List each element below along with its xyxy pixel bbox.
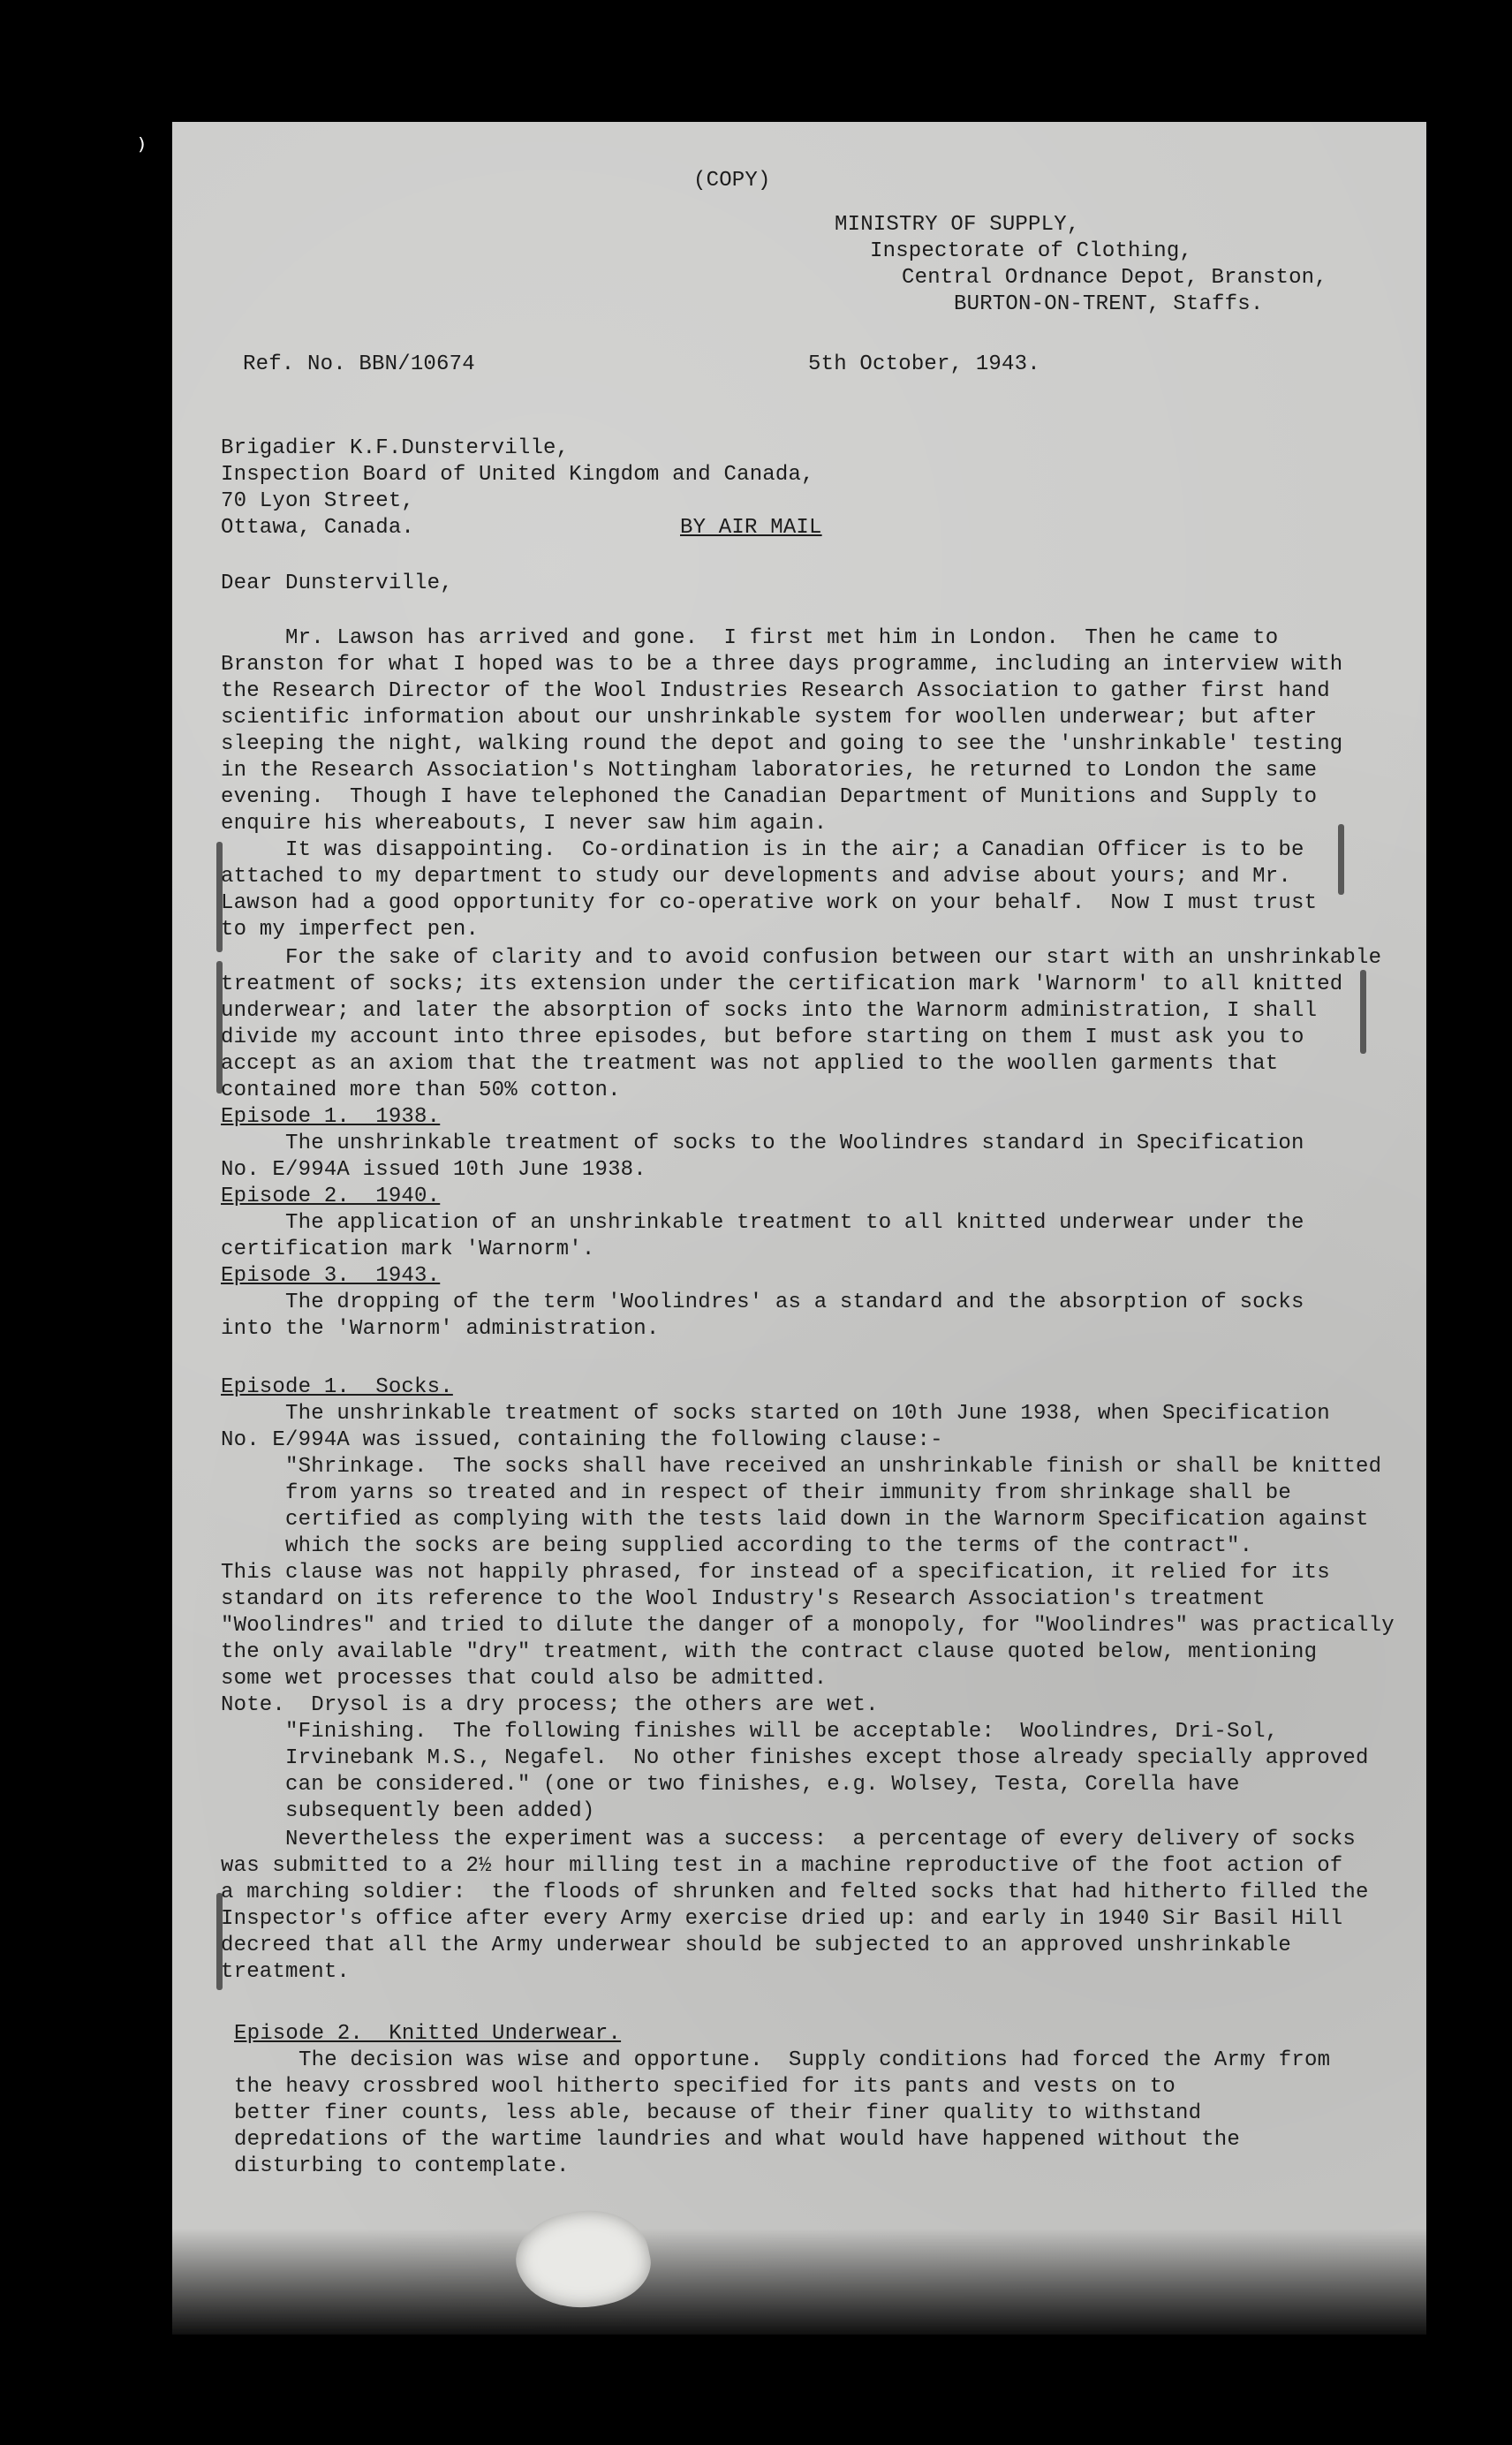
body-line: disturbing to contemplate. [234, 2154, 570, 2178]
reference-number: Ref. No. BBN/10674 [243, 352, 475, 376]
recipient-line: Ottawa, Canada. [221, 516, 415, 540]
margin-bracket-mark [1360, 970, 1366, 1054]
address-line: MINISTRY OF SUPPLY, [835, 213, 1080, 237]
body-line: It was disappointing. Co-ordination is in the air; a Canadian Officer is to be [221, 838, 1304, 862]
body-line: The unshrinkable treatment of socks to the Woolindres standard in Specification [221, 1132, 1304, 1155]
body-line: "Woolindres" and tried to dilute the danger of a monopoly, for "Woolindres" was practically [221, 1614, 1395, 1638]
body-line: can be considered." (one or two finishes, e.g. Wolsey, Testa, Corella have [221, 1773, 1240, 1797]
body-line: was submitted to a 2½ hour milling test in a machine reproductive of the foot action of [221, 1854, 1343, 1878]
body-line: certification mark 'Warnorm'. [221, 1238, 595, 1261]
edge-punch-mark: ⁾ [132, 136, 151, 170]
body-line: Irvinebank M.S., Negafel. No other finishes except those already specially approved [221, 1746, 1369, 1770]
body-line: the heavy crossbred wool hitherto specified for its pants and vests on to [234, 2075, 1176, 2099]
body-line: This clause was not happily phrased, for instead of a specification, it relied for its [221, 1561, 1330, 1585]
document-page [132, 122, 1426, 2335]
body-line: "Shrinkage. The socks shall have received an unshrinkable finish or shall be knitted [221, 1455, 1382, 1479]
body-line: Nevertheless the experiment was a success: a percentage of every delivery of socks [221, 1828, 1357, 1851]
address-line: Inspectorate of Clothing, [870, 239, 1193, 263]
body-line: subsequently been added) [221, 1799, 595, 1823]
salutation: Dear Dunsterville, [221, 572, 453, 595]
letter-date: 5th October, 1943. [808, 352, 1040, 376]
body-line: No. E/994A was issued, containing the following clause:- [221, 1428, 943, 1452]
body-line: into the 'Warnorm' administration. [221, 1317, 660, 1341]
margin-bracket-mark [1338, 824, 1344, 895]
body-line: For the sake of clarity and to avoid confusion between our start with an unshrinkable [221, 946, 1382, 970]
body-line: attached to my department to study our developments and advise about yours; and Mr. [221, 865, 1291, 889]
body-line: Mr. Lawson has arrived and gone. I first met him in London. Then he came to [221, 626, 1279, 650]
body-line: Lawson had a good opportunity for co-operative work on your behalf. Now I must trust [221, 891, 1318, 915]
body-line: The decision was wise and opportune. Supply conditions had forced the Army from [234, 2048, 1331, 2072]
by-air-mail-label: BY AIR MAIL [680, 516, 822, 540]
recipient-line: 70 Lyon Street, [221, 489, 415, 513]
body-line: standard on its reference to the Wool Industry's Research Association's treatment [221, 1587, 1266, 1611]
episode-heading: Episode 3. 1943. [221, 1264, 441, 1288]
recipient-line: Brigadier K.F.Dunsterville, [221, 436, 570, 460]
body-line: Branston for what I hoped was to be a three days programme, including an interview with [221, 653, 1343, 677]
body-line: which the socks are being supplied according to the terms of the contract". [221, 1534, 1253, 1558]
body-line: certified as complying with the tests laid down in the Warnorm Specification against [221, 1508, 1369, 1532]
body-line: evening. Though I have telephoned the Canadian Department of Munitions and Supply to [221, 785, 1318, 809]
episode-heading: Episode 2. Knitted Underwear. [234, 2022, 622, 2046]
torn-bottom-edge [172, 2229, 1426, 2335]
episode-heading: Episode 1. Socks. [221, 1375, 453, 1399]
address-line: Central Ordnance Depot, Branston, [902, 266, 1327, 290]
recipient-line: Inspection Board of United Kingdom and Canada, [221, 463, 814, 487]
body-line: sleeping the night, walking round the depot and going to see the 'unshrinkable' testing [221, 732, 1343, 756]
body-line: underwear; and later the absorption of socks into the Warnorm administration, I shall [221, 999, 1318, 1023]
body-line: a marching soldier: the floods of shrunken and felted socks that had hitherto filled the [221, 1881, 1369, 1904]
body-line: Inspector's office after every Army exercise dried up: and early in 1940 Sir Basil Hill [221, 1907, 1343, 1931]
episode-heading: Episode 2. 1940. [221, 1185, 441, 1208]
body-line: the Research Director of the Wool Industries Research Association to gather first hand [221, 679, 1330, 703]
body-line: from yarns so treated and in respect of their immunity from shrinkage shall be [221, 1481, 1291, 1505]
episode-heading: Episode 1. 1938. [221, 1105, 441, 1129]
body-line: No. E/994A issued 10th June 1938. [221, 1158, 646, 1182]
body-line: The dropping of the term 'Woolindres' as a standard and the absorption of socks [221, 1291, 1304, 1314]
body-line: in the Research Association's Nottingham laboratories, he returned to London the same [221, 759, 1318, 783]
body-line: treatment of socks; its extension under the certification mark 'Warnorm' to all knitted [221, 973, 1343, 996]
body-line: The unshrinkable treatment of socks started on 10th June 1938, when Specification [221, 1402, 1330, 1426]
body-line: decreed that all the Army underwear should be subjected to an approved unshrinkable [221, 1934, 1291, 1957]
body-line: divide my account into three episodes, but before starting on them I must ask you to [221, 1026, 1304, 1049]
body-line: to my imperfect pen. [221, 918, 480, 942]
body-line: accept as an axiom that the treatment was not applied to the woollen garments that [221, 1052, 1279, 1076]
body-line: depredations of the wartime laundries and what would have happened without the [234, 2128, 1240, 2152]
note-line: Note. Drysol is a dry process; the others are wet. [221, 1693, 879, 1717]
body-line: scientific information about our unshrinkable system for woollen underwear; but after [221, 706, 1318, 730]
body-line: some wet processes that could also be admitted. [221, 1667, 828, 1691]
address-line: BURTON-ON-TRENT, Staffs. [954, 292, 1264, 316]
body-line: better finer counts, less able, because of their finer quality to withstand [234, 2101, 1202, 2125]
body-line: treatment. [221, 1960, 351, 1984]
copy-label: (COPY) [693, 169, 771, 193]
body-line: contained more than 50% cotton. [221, 1079, 621, 1102]
body-line: enquire his whereabouts, I never saw him again. [221, 812, 828, 836]
body-line: The application of an unshrinkable treatment to all knitted underwear under the [221, 1211, 1304, 1235]
body-line: "Finishing. The following finishes will be acceptable: Woolindres, Dri-Sol, [221, 1720, 1279, 1744]
body-line: the only available "dry" treatment, with the contract clause quoted below, mentioning [221, 1640, 1318, 1664]
